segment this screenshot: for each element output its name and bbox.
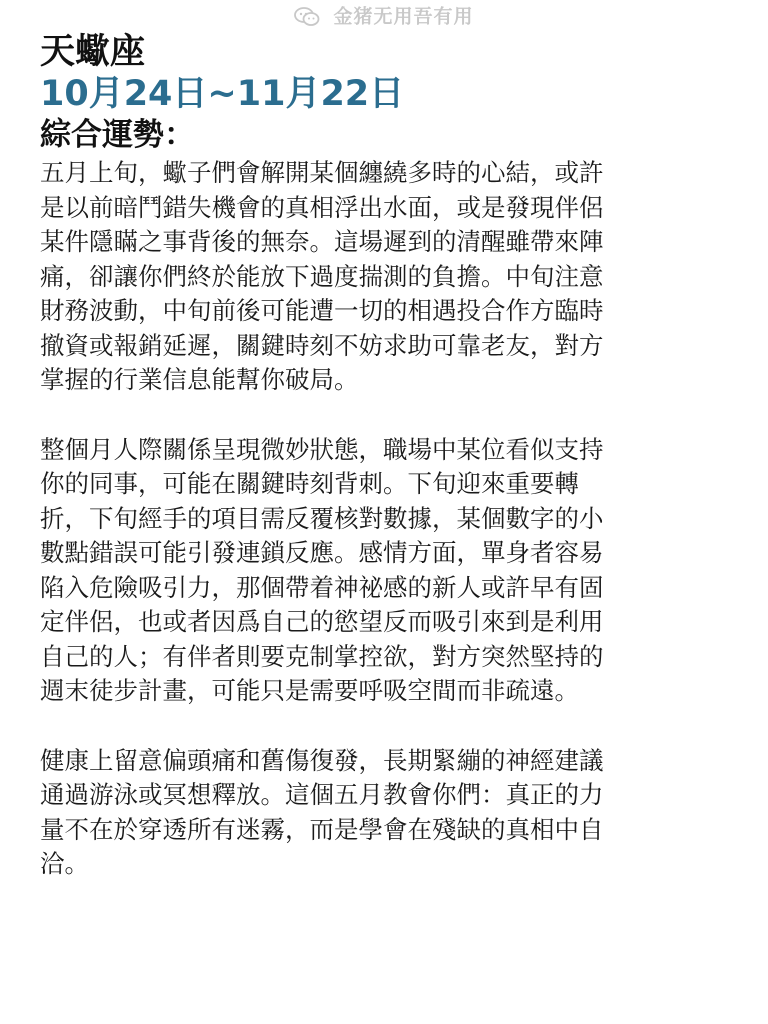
watermark-text: 金猪无用吾有用: [333, 5, 474, 28]
paragraph-line: 量不在於穿透所有迷霧，而是學會在殘缺的真相中自: [40, 814, 604, 844]
paragraph-line: 週末徒步計畫，可能只是需要呼吸空間而非疏遠。: [40, 676, 579, 705]
paragraph-3: [40, 744, 740, 882]
paragraph-line: 某件隱瞞之事背後的無奈。這場遲到的清醒雖帶來陣: [40, 227, 604, 256]
paragraph-line: 定伴侶，也或者因爲自己的慾望反而吸引來到是利用: [40, 607, 604, 636]
paragraph-line: 痛，卻讓你們終於能放下過度揣測的負擔。中旬注意: [40, 261, 604, 291]
paragraph-2: [40, 433, 740, 709]
paragraph-spacer: [40, 398, 740, 433]
paragraph-line: 財務波動，中旬前後可能遭一切的相遇投合作方臨時: [40, 296, 604, 325]
paragraph-line: 自己的人；有伴者則要克制掌控欲，對方突然堅持的: [40, 641, 604, 671]
paragraph-line: 是以前暗鬥錯失機會的真相浮出水面，或是發現伴侶: [40, 192, 604, 222]
paragraph-line: 折，下旬經手的項目需反覆核對數據，某個數字的小: [40, 503, 604, 533]
paragraph-line: 通過游泳或冥想釋放。這個五月教會你們：真正的力: [40, 780, 604, 809]
paragraph-spacer: [40, 709, 740, 744]
watermark: [0, 2, 768, 30]
paragraph-line: 陷入危險吸引力，那個帶着神祕感的新人或許早有固: [40, 572, 604, 602]
wechat-icon: [294, 7, 320, 27]
sign-title: 天蠍座: [40, 32, 146, 72]
date-range: 10月24日~11月22日: [40, 74, 405, 114]
paragraph-line: 五月上旬，蠍子們會解開某個纏繞多時的心結，或許: [40, 158, 604, 187]
horoscope-article: [40, 30, 740, 882]
paragraph-line: 整個月人際關係呈現微妙狀態，職場中某位看似支持: [40, 434, 604, 464]
paragraph-line: 掌握的行業信息能幫你破局。: [40, 365, 359, 394]
paragraph-line: 你的同事，可能在關鍵時刻背刺。下旬迎來重要轉: [40, 469, 579, 498]
paragraph-line: 健康上留意偏頭痛和舊傷復發，長期緊繃的神經建議: [40, 745, 604, 775]
paragraph-line: 數點錯誤可能引發連鎖反應。感情方面，單身者容易: [40, 538, 604, 567]
paragraph-line: 洽。: [40, 849, 89, 878]
section-title: 綜合運勢：: [40, 117, 195, 153]
paragraph-line: 撤資或報銷延遲，關鍵時刻不妨求助可靠老友，對方: [40, 330, 604, 360]
paragraph-1: [40, 156, 740, 398]
